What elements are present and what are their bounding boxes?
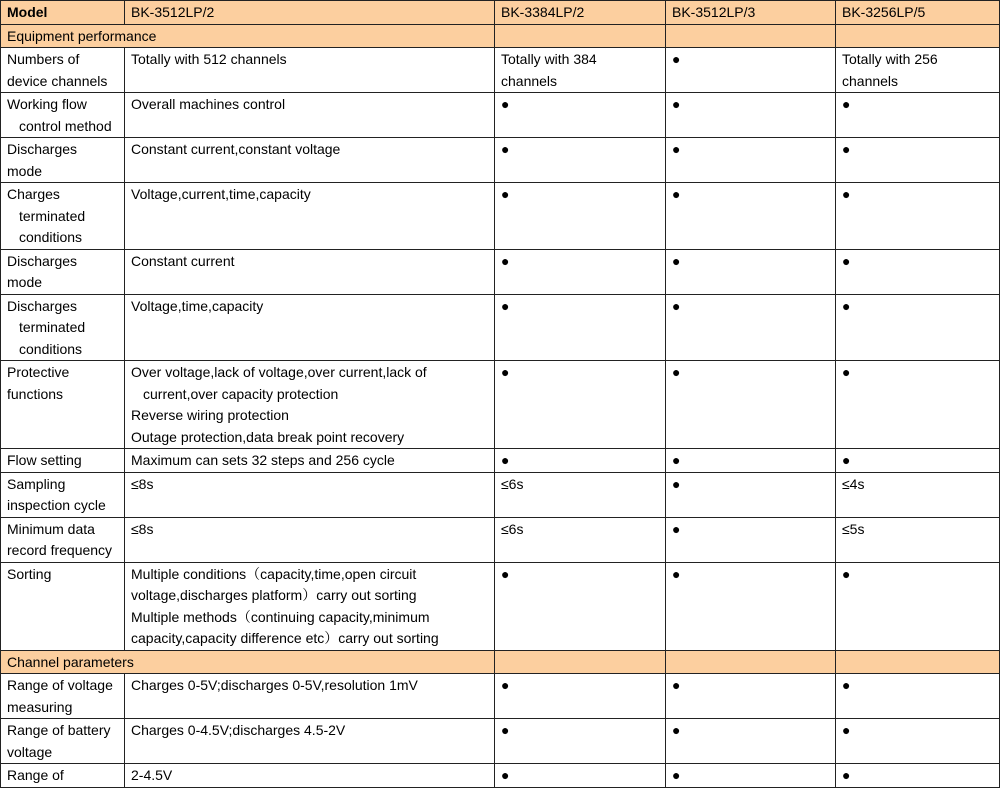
cell-line: ≤4s: [842, 475, 865, 492]
model-value-cell: [836, 472, 1000, 517]
row-label-line: Working flow: [7, 96, 87, 112]
row-label: [1, 93, 125, 138]
cell-line: capacity,capacity difference etc）carry out sorting: [131, 630, 439, 646]
row-label-line: measuring: [7, 698, 73, 715]
model-value-cell: [495, 517, 666, 562]
row-label-line: inspection cycle: [7, 497, 106, 513]
cell-line: ●: [501, 767, 510, 783]
cell-line: ●: [501, 141, 510, 157]
model-value-cell: [495, 719, 666, 764]
model-value-cell: [666, 517, 836, 562]
row-label: [1, 183, 125, 250]
cell-line: ●: [501, 252, 510, 269]
model-value-cell: [666, 93, 836, 138]
row-label-line: Minimum data: [7, 520, 95, 537]
spec-cell: [125, 138, 495, 183]
cell-line: ●: [842, 364, 851, 380]
section-title: Equipment performance: [1, 24, 495, 48]
cell-line: ●: [672, 364, 681, 380]
cell-line: Overall machines control: [131, 96, 286, 112]
spec-cell: [125, 449, 495, 473]
cell-line: ●: [842, 186, 851, 202]
model-value-cell: [836, 48, 1000, 93]
cell-line: ●: [842, 722, 851, 738]
cell-line: ●: [842, 452, 851, 468]
spec-cell: [125, 562, 495, 650]
table-row: [1, 294, 1000, 361]
model-value-cell: [666, 249, 836, 294]
row-label-line: Discharges: [7, 252, 78, 269]
model-value-cell: [666, 361, 836, 449]
cell-line: Totally with 512 channels: [131, 51, 287, 67]
cell-line: ●: [672, 565, 681, 582]
model-value-cell: [666, 472, 836, 517]
spec-cell: [125, 183, 495, 250]
model-value-cell: [666, 138, 836, 183]
row-label: [1, 138, 125, 183]
cell-line: Totally with 256: [842, 51, 938, 67]
table-row: [1, 674, 1000, 719]
spec-cell: [125, 674, 495, 719]
cell-line: ●: [672, 722, 681, 738]
row-label: [1, 48, 125, 93]
model-name: BK-3384LP/2: [495, 1, 666, 25]
row-label-line: mode: [7, 162, 43, 179]
row-label-line: Discharges: [7, 141, 78, 157]
table-row: [1, 449, 1000, 473]
row-label-line: Range of voltage: [7, 677, 113, 693]
section-row: [1, 650, 1000, 674]
section-row: [1, 24, 1000, 48]
row-label-line: voltage: [7, 743, 53, 760]
cell-line: ●: [501, 96, 510, 112]
cell-line: ●: [842, 252, 851, 269]
cell-line: ●: [842, 677, 851, 693]
cell-line: ●: [501, 452, 510, 468]
model-value-cell: [495, 48, 666, 93]
model-value-cell: [495, 249, 666, 294]
cell-line: ≤5s: [842, 520, 865, 537]
row-label: [1, 719, 125, 764]
spec-body: [1, 24, 1000, 787]
model-value-cell: [836, 93, 1000, 138]
model-value-cell: [666, 764, 836, 788]
cell-line: ●: [501, 677, 510, 693]
cell-line: channels: [501, 72, 558, 89]
section-filler: [495, 24, 666, 48]
model-value-cell: [495, 93, 666, 138]
model-value-cell: [666, 48, 836, 93]
model-name: BK-3512LP/3: [666, 1, 836, 25]
model-value-cell: [836, 719, 1000, 764]
section-filler: [666, 650, 836, 674]
cell-line: Constant current: [131, 252, 235, 269]
table-row: [1, 764, 1000, 788]
cell-line: ●: [672, 51, 681, 67]
cell-line: ●: [842, 141, 851, 157]
section-filler: [495, 650, 666, 674]
cell-line: Voltage,current,time,capacity: [131, 186, 311, 202]
spec-cell: [125, 249, 495, 294]
section-filler: [836, 650, 1000, 674]
model-value-cell: [495, 764, 666, 788]
row-label-line: Flow setting: [7, 452, 82, 468]
section-filler: [666, 24, 836, 48]
model-value-cell: [836, 138, 1000, 183]
model-value-cell: [495, 472, 666, 517]
cell-line: voltage,discharges platform）carry out sorting: [131, 587, 417, 603]
model-value-cell: [666, 449, 836, 473]
table-row: [1, 48, 1000, 93]
row-label-line: Sampling: [7, 475, 66, 492]
table-row: [1, 562, 1000, 650]
model-name: BK-3256LP/5: [836, 1, 1000, 25]
cell-line: Multiple methods（continuing capacity,minimum: [131, 608, 430, 625]
table-row: [1, 183, 1000, 250]
model-value-cell: [836, 764, 1000, 788]
row-label-line: conditions: [19, 229, 83, 245]
row-label-line: functions: [7, 385, 64, 402]
spec-cell: [125, 764, 495, 788]
row-label: [1, 674, 125, 719]
model-value-cell: [836, 562, 1000, 650]
table-row: [1, 719, 1000, 764]
table-row: [1, 138, 1000, 183]
cell-line: ●: [501, 565, 510, 582]
cell-line: ●: [672, 252, 681, 269]
spec-cell: [125, 361, 495, 449]
model-value-cell: [836, 183, 1000, 250]
spec-cell: [125, 93, 495, 138]
row-label-line: control method: [19, 117, 112, 134]
cell-line: ●: [501, 186, 510, 202]
cell-line: current,over capacity protection: [143, 385, 339, 402]
row-label-line: Range of battery: [7, 722, 111, 738]
cell-line: ●: [672, 677, 681, 693]
model-value-cell: [495, 562, 666, 650]
cell-line: Charges 0-5V;discharges 0-5V,resolution 1mV: [131, 677, 418, 693]
cell-line: ●: [672, 297, 681, 314]
cell-line: ●: [501, 364, 510, 380]
cell-line: channels: [842, 72, 899, 89]
row-label-line: terminated: [19, 319, 86, 335]
row-label-line: Discharges: [7, 297, 78, 314]
cell-line: Reverse wiring protection: [131, 407, 289, 423]
model-value-cell: [495, 674, 666, 719]
row-label: [1, 562, 125, 650]
model-value-cell: [836, 294, 1000, 361]
cell-line: Charges 0-4.5V;discharges 4.5-2V: [131, 722, 346, 738]
row-label: [1, 294, 125, 361]
row-label-line: conditions: [19, 340, 83, 357]
spec-cell: [125, 472, 495, 517]
cell-line: ●: [672, 767, 681, 783]
row-label: [1, 472, 125, 517]
row-label: [1, 249, 125, 294]
model-header: Model: [1, 1, 125, 25]
model-value-cell: [495, 294, 666, 361]
row-label-line: mode: [7, 274, 43, 290]
model-value-cell: [836, 517, 1000, 562]
spec-cell: [125, 48, 495, 93]
row-label: [1, 449, 125, 473]
cell-line: ≤6s: [501, 520, 524, 537]
cell-line: Maximum can sets 32 steps and 256 cycle: [131, 452, 395, 468]
row-label: [1, 517, 125, 562]
row-label-line: Numbers of: [7, 51, 80, 67]
model-value-cell: [836, 674, 1000, 719]
model-value-cell: [836, 361, 1000, 449]
cell-line: ≤6s: [501, 475, 524, 492]
model-value-cell: [666, 719, 836, 764]
cell-line: Multiple conditions（capacity,time,open circuit: [131, 565, 417, 582]
model-value-cell: [666, 294, 836, 361]
cell-line: ●: [672, 96, 681, 112]
header-row: [1, 1, 1000, 25]
cell-line: ●: [842, 565, 851, 582]
cell-line: ●: [842, 767, 851, 783]
cell-line: ●: [842, 297, 851, 314]
cell-line: ●: [672, 452, 681, 468]
row-label-line: terminated: [19, 207, 86, 224]
model-value-cell: [666, 183, 836, 250]
table-row: [1, 361, 1000, 449]
model-value-cell: [495, 449, 666, 473]
cell-line: ≤8s: [131, 475, 154, 492]
cell-line: Over voltage,lack of voltage,over current,lack of: [131, 364, 427, 380]
row-label-line: Protective: [7, 364, 70, 380]
cell-line: Totally with 384: [501, 51, 597, 67]
row-label-line: Sorting: [7, 565, 52, 582]
row-label-line: Charges: [7, 186, 60, 202]
spec-cell: [125, 517, 495, 562]
table-row: [1, 472, 1000, 517]
cell-line: ≤8s: [131, 520, 154, 537]
model-value-cell: [666, 674, 836, 719]
cell-line: Outage protection,data break point recovery: [131, 428, 405, 445]
row-label: [1, 764, 125, 788]
model-value-cell: [666, 562, 836, 650]
model-value-cell: [836, 249, 1000, 294]
model-value-cell: [495, 138, 666, 183]
cell-line: ●: [501, 297, 510, 314]
cell-line: ●: [501, 722, 510, 738]
cell-line: ●: [672, 520, 681, 537]
cell-line: Voltage,time,capacity: [131, 297, 264, 314]
cell-line: 2-4.5V: [131, 767, 173, 783]
model-name: BK-3512LP/2: [125, 1, 495, 25]
row-label-line: device channels: [7, 72, 108, 89]
model-value-cell: [495, 361, 666, 449]
model-value-cell: [836, 449, 1000, 473]
cell-line: Constant current,constant voltage: [131, 141, 341, 157]
spec-cell: [125, 294, 495, 361]
section-filler: [836, 24, 1000, 48]
cell-line: ●: [672, 186, 681, 202]
table-row: [1, 517, 1000, 562]
section-title: Channel parameters: [1, 650, 495, 674]
row-label-line: record frequency: [7, 542, 113, 558]
table-row: [1, 93, 1000, 138]
cell-line: ●: [672, 141, 681, 157]
row-label-line: Range of: [7, 767, 64, 783]
table-row: [1, 249, 1000, 294]
cell-line: ●: [842, 96, 851, 112]
row-label: [1, 361, 125, 449]
cell-line: ●: [672, 475, 681, 492]
model-value-cell: [495, 183, 666, 250]
spec-cell: [125, 719, 495, 764]
